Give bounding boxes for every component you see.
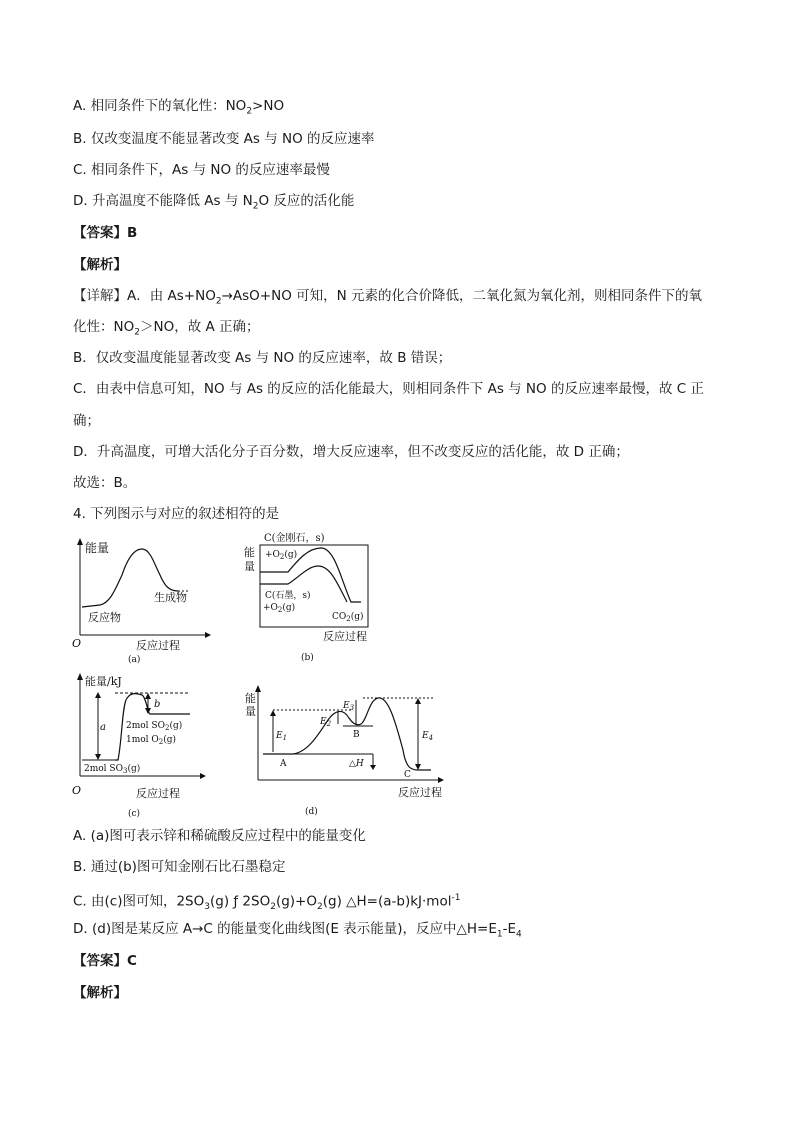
option-4d: D. (d)图是某反应 A→C 的能量变化曲线图(E 表示能量)，反应中$\triangle H=E_1-E_4$ [73, 921, 522, 940]
fig-b-co2-label: $CO_2(g)$ [332, 612, 364, 623]
fig-d-e1-label: $E_1$ [276, 731, 288, 742]
fig-a-caption: (a) [128, 655, 141, 665]
fig-c-ylabel: 能量/kJ [85, 675, 122, 688]
figure-d [243, 680, 453, 820]
fig-c-a-arrowhead-bottom [95, 754, 101, 760]
fig-d-y-arrow [255, 685, 261, 692]
option-3c: C. 相同条件下，As 与 NO 的反应速率最慢 [73, 162, 330, 178]
option-3d: D. 升高温度不能降低 As 与 $N_2O$ 反应的活化能 [73, 193, 355, 212]
fig-a-y-arrow [77, 538, 83, 545]
fig-d-dh-arrowhead [370, 765, 376, 770]
fig-c-caption: (c) [128, 809, 141, 819]
analysis-label-3: 【解析】 [73, 257, 127, 273]
fig-b-top-line2: $+O_2(g)$ [265, 550, 298, 561]
fig-a-product-label: 生成物 [154, 591, 187, 604]
explanation-a-line1: 【详解】A．由 $As+NO_2\to AsO+NO$ 可知，N 元素的化合价降低，二氧化氮为氧化剂，则相同条件下的氧 [73, 288, 703, 307]
explanation-c-line2: 确； [73, 413, 100, 429]
fig-d-e1-arrowhead [270, 710, 276, 716]
fig-d-e4-arrowhead-bottom [415, 764, 421, 770]
fig-d-caption: (d) [305, 807, 318, 817]
figure-c [70, 670, 220, 820]
fig-d-a-label: A [280, 759, 287, 769]
fig-c-y-arrow [77, 673, 83, 680]
fig-c-o2-label: 1mol $O_2(g)$ [126, 735, 177, 746]
explanation-b: B．仅改变温度能显著改变 As 与 NO 的反应速率，故 B 错误； [73, 350, 452, 366]
fig-c-so2-label: 2mol $SO_2(g)$ [126, 721, 183, 732]
fig-c-b-arrowhead-bottom [145, 708, 151, 714]
fig-c-a-arrowhead-top [95, 692, 101, 698]
fig-b-ylabel-1: 能 [244, 546, 255, 559]
question-4-stem: 4. 下列图示与对应的叙述相符的是 [73, 506, 280, 522]
fig-c-b-arrowhead-top [145, 693, 151, 699]
fig-d-x-arrow [438, 777, 444, 783]
fig-a-reactant-label: 反应物 [88, 611, 121, 624]
fig-c-x-arrow [200, 773, 206, 779]
option-3b: B. 仅改变温度不能显著改变 As 与 NO 的反应速率 [73, 131, 375, 147]
fig-d-ylabel-1: 能 [245, 692, 256, 705]
fig-c-b-label: b [154, 699, 161, 710]
fig-d-e4-label: $E_4$ [422, 731, 434, 742]
fig-a-x-arrow [205, 632, 211, 638]
fig-d-e2-label: $E_2$ [320, 717, 332, 728]
explanation-c-line1: C．由表中信息可知，NO 与 As 的反应的活化能最大，则相同条件下 As 与 NO 的反应速率最慢，故 C 正 [73, 381, 704, 397]
analysis-label-4: 【解析】 [73, 985, 127, 1001]
option-4c: C. 由(c)图可知，$2SO_3(g)$ ƒ $2SO_2(g)+O_2(g)$ △H=(a-b)kJ·mol$^{-1}$ [73, 893, 461, 913]
answer-4: 【答案】C [73, 953, 137, 969]
fig-b-ylabel-2: 量 [244, 560, 255, 573]
fig-b-caption: (b) [301, 653, 314, 663]
fig-d-b-label: B [353, 730, 360, 740]
fig-c-origin: O [72, 784, 82, 797]
fig-b-xlabel: 反应过程 [323, 630, 367, 643]
option-4a: A. (a)图可表示锌和稀硫酸反应过程中的能量变化 [73, 828, 366, 844]
answer-3: 【答案】B [73, 225, 138, 241]
figure-a [70, 535, 220, 665]
fig-d-ylabel-2: 量 [245, 705, 256, 718]
explanation-d: D．升高温度，可增大活化分子百分数，增大反应速率，但不改变反应的活化能，故 D 正确； [73, 444, 629, 460]
explanation-conclusion: 故选：B。 [73, 475, 137, 491]
fig-b-top-line1: C(金刚石，s) [264, 533, 325, 544]
option-3a: A. 相同条件下的氧化性：$NO_2>NO$ [73, 98, 285, 117]
fig-d-e3-label: $E_3$ [343, 701, 355, 712]
option-4b: B. 通过(b)图可知金刚石比石墨稳定 [73, 859, 286, 875]
fig-d-xlabel: 反应过程 [398, 786, 442, 799]
fig-c-a-label: a [100, 722, 106, 733]
figure-b [243, 530, 373, 665]
fig-b-mid-line2: $+O_2(g)$ [263, 603, 296, 614]
fig-a-origin: O [72, 637, 82, 650]
fig-c-so3-label: 2mol $SO_3(g)$ [84, 764, 141, 775]
fig-b-mid-line1: C(石墨，s) [265, 591, 311, 601]
fig-d-c-label: C [404, 770, 411, 780]
fig-d-e4-arrowhead-top [415, 698, 421, 704]
fig-d-dh-label: △H [349, 759, 364, 769]
fig-a-xlabel: 反应过程 [136, 639, 180, 652]
explanation-a-line2: 化性：$NO_2>NO$，故 A 正确； [73, 319, 260, 338]
fig-c-xlabel: 反应过程 [136, 787, 180, 800]
fig-a-ylabel: 能量 [85, 541, 110, 555]
